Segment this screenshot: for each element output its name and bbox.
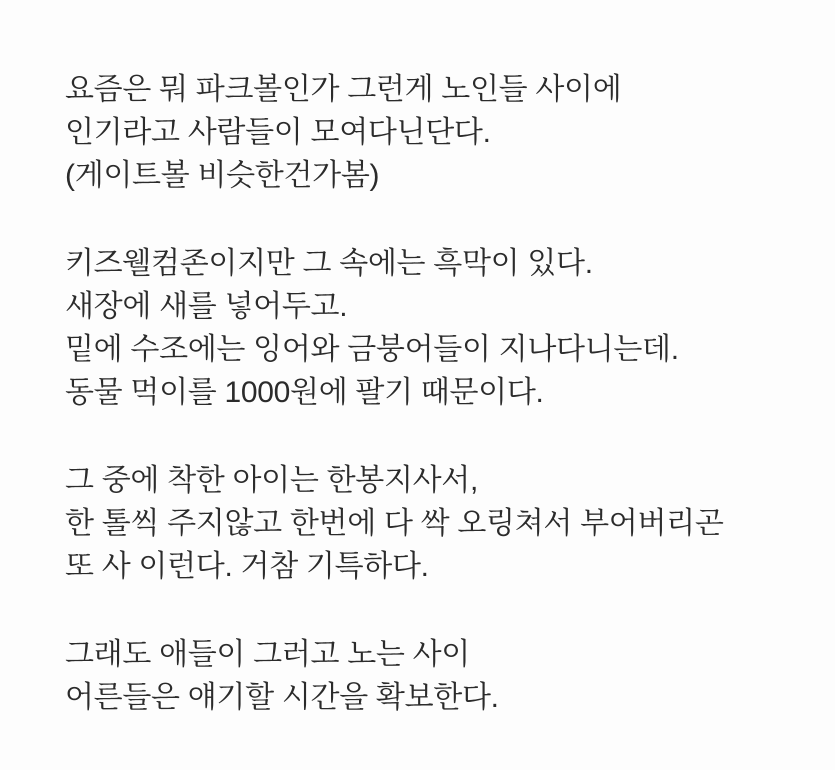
text-line: 그 중에 착한 아이는 한봉지사서, [65,464,479,497]
text-line: 새장에 새를 넣어두고. [65,290,348,323]
paragraph-parkball [65,68,795,197]
text-line: 동물 먹이를 1000원에 팔기 때문이다. [65,376,544,409]
text-line: 요즘은 뭐 파크볼인가 그런게 노인들 사이에 [65,73,622,106]
paragraph-adults-time [65,633,795,719]
paragraph-kind-child [65,459,795,588]
text-line: 그래도 애들이 그러고 노는 사이 [65,638,470,671]
text-line: 어른들은 얘기할 시간을 확보한다. [65,681,499,714]
paragraph-kids-welcome-zone [65,242,795,414]
text-line: 밑에 수조에는 잉어와 금붕어들이 지나다니는데. [65,333,679,366]
text-line: (게이트볼 비슷한건가봄) [65,159,380,192]
text-line: 키즈웰컴존이지만 그 속에는 흑막이 있다. [65,247,593,280]
text-line: 한 톨씩 주지않고 한번에 다 싹 오링쳐서 부어버리곤 [65,507,724,540]
text-line: 인기라고 사람들이 모여다닌단다. [65,116,491,149]
text-line: 또 사 이런다. 거참 기특하다. [65,550,429,583]
